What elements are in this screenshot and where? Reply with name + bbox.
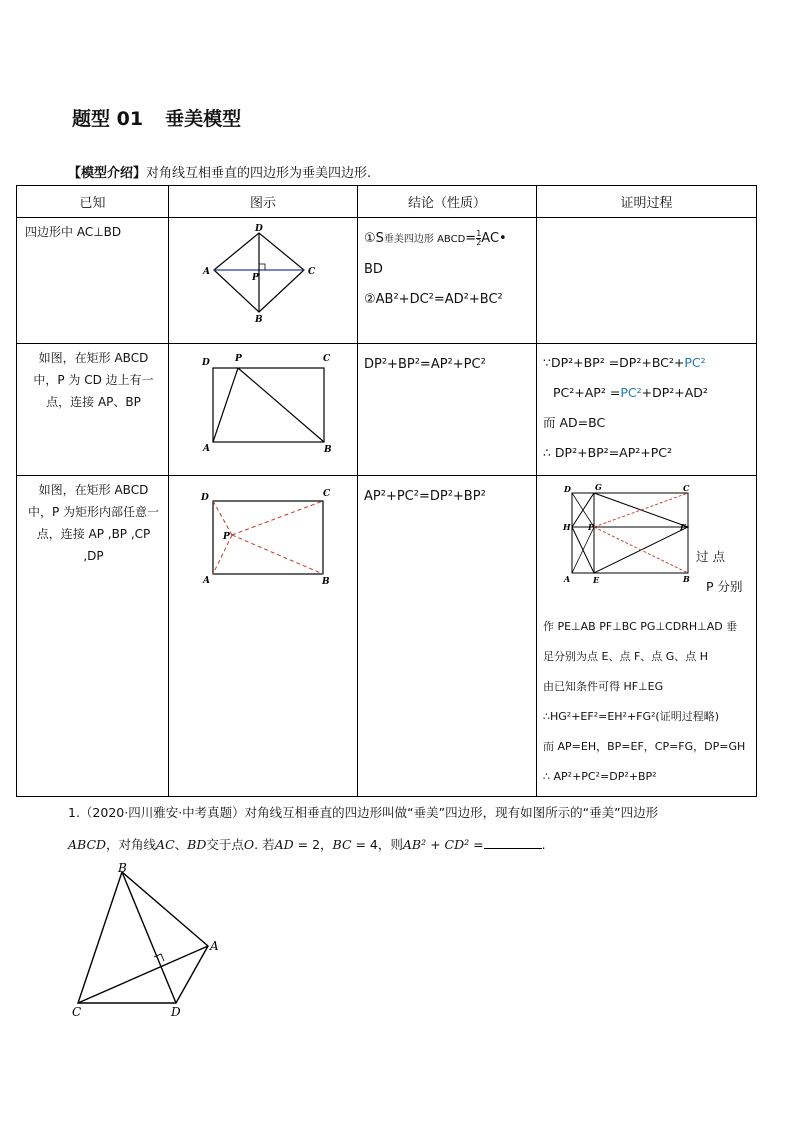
row3-proof-line2: 足分别为点 E、点 F、点 G、点 H — [543, 650, 709, 663]
fig2-label-p: P — [235, 354, 242, 364]
row3-proof-line1: 作 PE⊥AB PF⊥BC PG⊥CDRH⊥AD 垂 — [543, 620, 738, 633]
q-ad: AD — [274, 837, 294, 852]
conclusion-area-line2: BD — [364, 262, 383, 277]
fig1-label-d: D — [255, 224, 263, 234]
model-intro — [68, 162, 371, 181]
header-given: 已知 — [17, 186, 169, 218]
fig3-label-b: B — [322, 577, 330, 587]
proof-highlight: PC² — [684, 355, 706, 370]
row3-proof-line6: ∴ AP²+PC²=DP²+BP² — [543, 770, 657, 783]
row3-figure — [169, 476, 358, 797]
rectangle-interior-point-diagram — [169, 476, 358, 606]
fig4-label-p: P — [588, 522, 595, 532]
fig4-label-d: D — [564, 484, 571, 494]
row1-figure — [169, 218, 358, 344]
row1-proof — [537, 218, 757, 344]
perpendicular-feet-diagram — [539, 482, 690, 586]
row2-proof-line3: 而 AD=BC — [543, 415, 606, 430]
fig2-label-a: A — [203, 444, 210, 454]
header-figure: 图示 — [169, 186, 358, 218]
question-line1: 1.（2020·四川雅安·中考真题）对角线互相垂直的四边形叫做“垂美”四边形，现有如图所示的“垂美”四边形 — [68, 805, 659, 820]
row1-conclusion — [358, 218, 537, 344]
row2-conclusion — [358, 344, 537, 476]
fig4-label-h: H — [563, 522, 571, 532]
intro-tag: 【模型介绍】 — [68, 166, 147, 181]
row2-given: 如图，在矩形 ABCD 中，P 为 CD 边上有一点，连接 AP、BP — [17, 344, 169, 476]
page-title — [72, 104, 241, 131]
intro-text: 对角线互相垂直的四边形为垂美四边形. — [146, 166, 372, 181]
table-row — [17, 218, 757, 344]
row3-proof-line5: 而 AP=EH，BP=EF，CP=FG，DP=GH — [543, 740, 746, 753]
row2-proof-line4: ∴ DP²+BP²=AP²+PC² — [543, 445, 673, 460]
row3-proof — [537, 476, 757, 797]
fig5-label-d: D — [171, 1005, 181, 1019]
fig2-label-c: C — [323, 354, 331, 364]
fig3-label-c: C — [323, 489, 331, 499]
fig1-label-c: C — [308, 267, 316, 277]
q-abcd: ABCD — [68, 837, 107, 852]
q-text: 、 — [174, 837, 188, 852]
header-conclusion: 结论（性质） — [358, 186, 537, 218]
fig5-label-c: C — [72, 1005, 82, 1019]
table-header-row — [17, 186, 757, 218]
q-text: = 2， — [293, 837, 333, 852]
fig5-label-b: B — [118, 861, 127, 875]
q-text: . — [541, 837, 546, 852]
question-1 — [68, 797, 758, 861]
q-text: . 若 — [254, 837, 275, 852]
proof-text: ∵DP²+BP² =DP²+BC²+ — [543, 355, 685, 370]
model-table — [16, 185, 757, 797]
q-text: 交于点 — [206, 837, 244, 852]
fig4-label-a: A — [564, 574, 571, 584]
fig3-label-a: A — [203, 576, 210, 586]
q-expression: AB² + CD² — [402, 837, 470, 852]
fig4-label-c: C — [683, 483, 690, 493]
area-prefix: ①S — [364, 231, 384, 246]
row3-proof-line3: 由已知条件可得 HF⊥EG — [543, 680, 664, 693]
fig5-label-a: A — [210, 939, 219, 953]
area-suffix: AC• — [481, 231, 507, 246]
fig1-label-a: A — [203, 267, 210, 277]
rectangle-p-on-side-diagram — [169, 344, 358, 472]
fig3-label-d: D — [201, 493, 209, 503]
row3-given: 如图，在矩形 ABCD 中，P 为矩形内部任意一点，连接 AP ,BP ,CP ,DP — [17, 476, 169, 797]
q-text: ，对角线 — [106, 837, 157, 852]
conclusion-area — [364, 224, 530, 255]
area-eq: = — [465, 231, 477, 246]
fig2-label-d: D — [202, 358, 210, 368]
fig1-label-p: P — [252, 273, 259, 283]
row3-proof-line4: ∴HG²+EF²=EH²+FG²(证明过程略) — [543, 710, 720, 723]
q-text: = 4，则 — [351, 837, 403, 852]
proof-text: +DP²+AD² — [641, 385, 708, 400]
fig4-label-f: F — [680, 522, 686, 532]
rhombus-diagram — [169, 218, 358, 340]
fig4-label-e: E — [593, 575, 600, 585]
question-line2 — [68, 829, 758, 861]
row2-conclusion-text: DP²+BP²=AP²+PC² — [364, 357, 486, 372]
q-text: = — [469, 837, 484, 852]
table-row — [17, 476, 757, 797]
title-name: 垂美模型 — [165, 108, 242, 130]
fig4-label-b: B — [683, 574, 690, 584]
row2-figure — [169, 344, 358, 476]
proof-highlight: PC² — [620, 385, 642, 400]
conclusion-squares: ②AB²+DC²=AD²+BC² — [364, 292, 503, 307]
fig3-label-p: P — [223, 532, 230, 542]
frac-bottom: 2 — [476, 238, 482, 247]
row1-given: 四边形中 AC⊥BD — [17, 218, 169, 344]
row3-conclusion-text: AP²+PC²=DP²+BP² — [364, 489, 486, 504]
q-o: O — [243, 837, 255, 852]
q-bc: BC — [332, 837, 352, 852]
q-ac: AC — [156, 837, 175, 852]
fig1-label-b: B — [255, 315, 263, 325]
answer-blank[interactable] — [484, 834, 542, 849]
q-bd: BD — [187, 837, 207, 852]
area-subscript: 垂美四边形 ABCD — [383, 234, 466, 245]
proof-text: PC²+AP² = — [553, 385, 621, 400]
row2-proof-line1 — [543, 348, 750, 378]
title-number: 题型 01 — [72, 108, 144, 130]
frac-top: 1 — [476, 229, 482, 238]
row2-proof — [537, 344, 757, 476]
table-row — [17, 344, 757, 476]
fig4-label-g: G — [595, 482, 602, 492]
row3-proof-side2: P 分别 — [706, 579, 743, 594]
fig2-label-b: B — [324, 445, 332, 455]
row3-proof-side1: 过 点 — [696, 549, 725, 564]
header-proof: 证明过程 — [537, 186, 757, 218]
row3-proof-side — [696, 542, 746, 602]
row2-proof-line2 — [543, 378, 750, 408]
question-quadrilateral-diagram — [66, 860, 226, 1020]
row3-conclusion — [358, 476, 537, 797]
